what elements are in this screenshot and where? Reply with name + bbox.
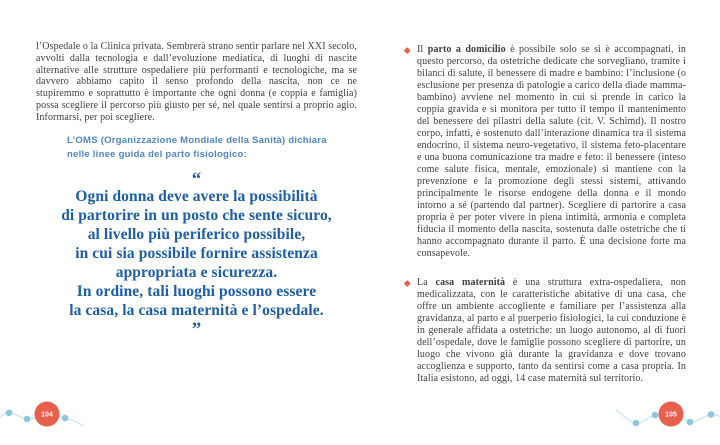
right-page	[404, 44, 686, 385]
oms-heading	[67, 134, 357, 162]
bullet-diamond-icon	[404, 280, 410, 286]
bullet-text: è una struttura extra-ospedaliera, non medicalizzata, con le caratteristiche abitative di una casa, che offre un ambiente accogliente e familiare per l’assistenza alla gravidanza, al parto e al puerperio fisiologici, la cui conduzione è in generale affidata a ostetriche: un luogo autonomo, al di fuori dell’ospedale, dove le famiglie possono scegliere di partorire, un luogo che vivono già durante la gravidanza e dove trovano accoglienza e supporto, tanto da sentirsi come a casa propria. In Italia esistono, ad oggi, 14 case maternità sul territorio.	[417, 277, 686, 384]
dot-icon	[687, 419, 694, 426]
bullet-diamond-icon	[404, 47, 410, 53]
quote-line: appropriata e sicurezza.	[115, 263, 278, 281]
dot-icon	[24, 416, 31, 423]
bullet-keyword: casa maternità	[435, 277, 506, 288]
bullet-keyword: parto a domicilio	[427, 44, 506, 55]
list-item-parto-a-domicilio	[404, 44, 686, 260]
close-quote-mark: ”	[191, 318, 202, 340]
quote-line: al livello più periferico possibile,	[87, 225, 306, 243]
open-quote-mark: “	[191, 168, 202, 190]
bullet-lead: La	[417, 277, 436, 288]
dot-icon	[62, 415, 69, 422]
dot-icon	[633, 420, 640, 427]
intro-paragraph: l’Ospedale o la Clinica privata. Sembrerà strano sentir parlare nel XXI secolo, avvolti dalla tecnologia e dall’evoluzione mediatica, di luoghi di nascite alternative alle strutture ospedaliere più performanti e tecnologiche, ma se davvero abbiamo capito il senso profondo della nascita, non ce ne stupiremmo e soprattutto è importante che ogni donna (e coppia e famiglia) possa scegliere il percorso più giusto per sé, nel quale sentirsi a proprio agio. Informarsi, per poi scegliere.	[36, 41, 357, 123]
page-number-decoration-left	[0, 398, 90, 443]
page-number-decoration-right	[616, 392, 720, 444]
oms-heading-line1: L’OMS (Organizzazione Mondiale della Sanità) dichiara	[67, 134, 327, 146]
dot-icon	[708, 411, 715, 418]
page-number-left: 104	[41, 411, 53, 419]
page-number-right: 105	[665, 411, 677, 419]
oms-heading-line2: nelle linee guida del parto fisiologico:	[67, 148, 247, 160]
quote-line: In ordine, tali luoghi possono essere	[76, 282, 317, 300]
quote-line: di partorire in un posto che sente sicuro,	[61, 206, 332, 224]
quote-line: la casa, la casa maternità e l’ospedale.	[69, 301, 324, 319]
quote-line: Ogni donna deve avere la possibilità	[75, 187, 318, 205]
list-item-casa-maternita	[404, 277, 686, 385]
oms-quote-block	[36, 168, 357, 340]
dot-icon	[6, 410, 13, 417]
quote-line: in cui sia possibile fornire assistenza	[75, 244, 318, 262]
left-page	[36, 41, 357, 340]
dot-icon	[652, 412, 659, 419]
bullet-text: è possibile solo se si è accompagnati, in questo percorso, da ostetriche dedicate che sorvegliano, tramite i bilanci di salute, il benessere di madre e bambino: l’inclusione (o esclusione per presenza di patologie a carico della diade mamma-bambino) avviene nel momento in cui si prende in carico la coppia gravida e si monitora per tutto il tempo il mantenimento del benessere dei pilastri della salute (cit. V. Schimd). Il nostro corpo, infatti, è sostenuto dall’interazione dinamica tra il sistema endocrino, il sistema neuro-vegetativo, il sistema feto-placentare e una buona comunicazione tra madre e feto: il benessere (inteso come salute fisica, mentale, emozionale) si mantiene con la prevenzione e la promozione degli stessi sistemi, attivando principalmente le risorse endogene della donna e il mondo intorno a sé (partendo dal partner). Scegliere di partorire a casa propria è per poter vivere in piena intimità, armonia e completa fiducia il momento della nascita, sostenuta dalle ostetriche che ti hanno accompagnato durante il parto. È una decisione forte ma consapevole.	[417, 44, 686, 259]
bullet-lead: Il	[417, 44, 428, 55]
